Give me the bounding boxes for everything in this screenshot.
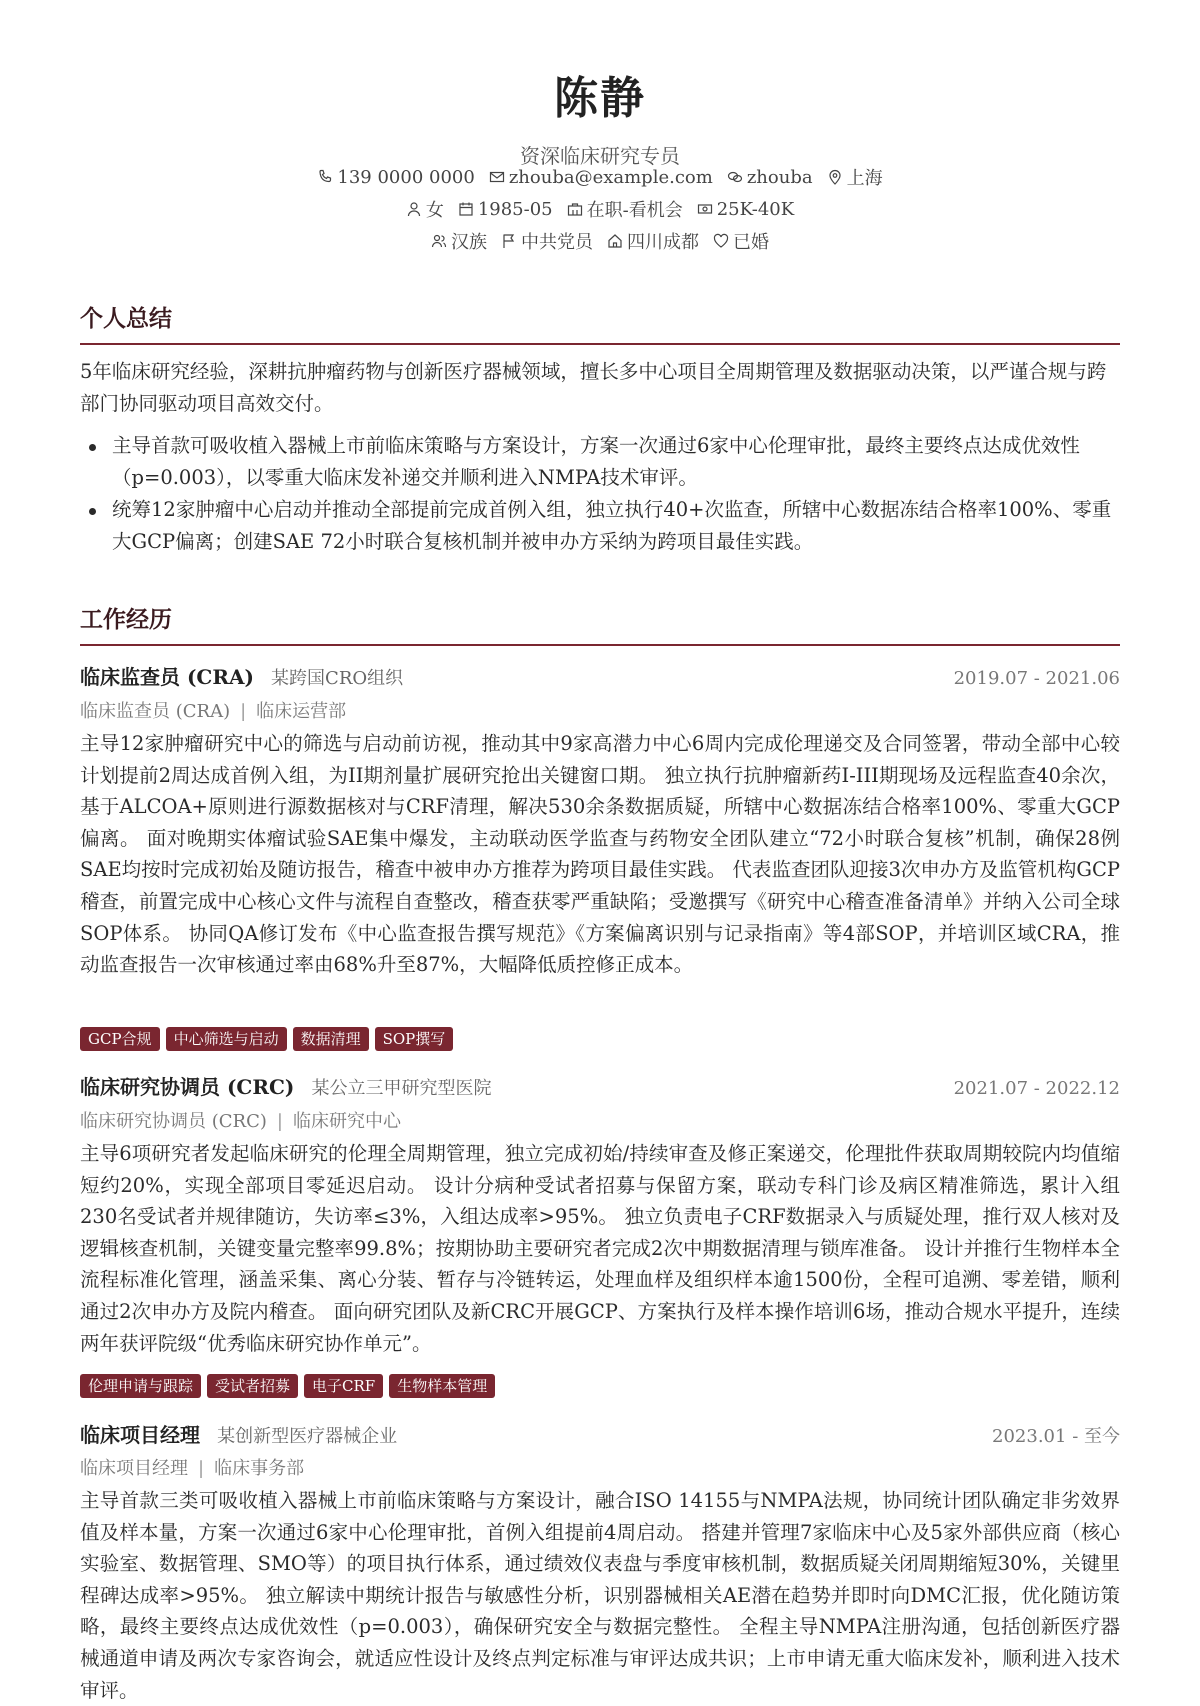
job-header	[80, 661, 1120, 690]
candidate-role: 资深临床研究专员	[520, 144, 680, 168]
summary-bullets	[80, 430, 1120, 558]
job-date: 2023.01 - 至今	[992, 1426, 1120, 1447]
phone-icon	[317, 169, 333, 185]
wechat-info	[727, 167, 813, 188]
summary-bullet: 统筹12家肿瘤中心启动并推动全部提前完成首例入组，独立执行40+次监查，所辖中心数据冻结合格率100%、零重大GCP偏离；创建SAE 72小时联合复核机制并被申办方采纳为跨项目最佳实践。	[80, 494, 1120, 558]
skill-tag: GCP合规	[80, 1027, 160, 1051]
calendar-icon	[458, 201, 474, 217]
background-row	[0, 228, 1200, 254]
job-header	[80, 1419, 1120, 1448]
hometown-info	[607, 228, 699, 254]
job-department: 临床研究中心	[292, 1111, 401, 1132]
birth-info	[458, 199, 553, 220]
job-company: 某公立三甲研究型医院	[311, 1078, 492, 1099]
job-subline	[80, 1454, 304, 1480]
job-department: 临床运营部	[256, 701, 347, 722]
skill-tag: 伦理申请与跟踪	[80, 1374, 201, 1398]
summary-section-title: 个人总结	[80, 300, 1120, 345]
email-info	[489, 167, 713, 188]
skill-tag: 数据清理	[293, 1027, 369, 1051]
job-company: 某创新型医疗器械企业	[217, 1426, 398, 1447]
summary-intro: 5年临床研究经验，深耕抗肿瘤药物与创新医疗器械领域，擅长多中心项目全周期管理及数据驱动决策，以严谨合规与跨部门协同驱动项目高效交付。	[80, 360, 1107, 415]
status-text: 在职-看机会	[586, 200, 683, 221]
skill-tag: 电子CRF	[304, 1374, 383, 1398]
separator: |	[240, 701, 247, 722]
email-text: zhouba@example.com	[508, 166, 713, 188]
job-title: 临床项目经理	[80, 1423, 200, 1447]
job-date: 2021.07 - 2022.12	[953, 1078, 1120, 1099]
flag-icon	[501, 233, 517, 249]
salary-info	[697, 199, 794, 220]
job-description: 主导12家肿瘤研究中心的筛选与启动前访视，推动其中9家高潜力中心6周内完成伦理递交及合同签署，带动全部中心较计划提前2周达成首例入组，为II期剂量扩展研究抢出关键窗口期。 独立执行抗肿瘤新药I-III期现场及远程监查40余次，基于ALCOA+原则进行源数据核对与CRF清理，解决530余条数据质疑，所辖中心数据冻结合格率100%、零重大GCP偏离。 面对晚期实体瘤试验SAE集中爆发，主动联动医学监查与药物安全团队建立“72小时联合复核”机制，确保28例SAE均按时完成初始及随访报告，稽查中被申办方推荐为跨项目最佳实践。 代表监查团队迎接3次申办方及监管机构GCP稽查，前置完成中心核心文件与流程自查整改，稽查获零严重缺陷；受邀撰写《研究中心稽查准备清单》并纳入公司全球SOP体系。 协同QA修订发布《中心监查报告撰写规范》《方案偏离识别与记录指南》等4部SOP，并培训区域CRA，推动监查报告一次审核通过率由68%升至87%，大幅降低质控修正成本。	[80, 732, 1120, 977]
separator: |	[198, 1458, 205, 1479]
job-date: 2019.07 - 2021.06	[953, 668, 1120, 689]
marital-text: 已婚	[733, 232, 769, 253]
candidate-name: 陈静	[554, 73, 646, 124]
marital-info	[713, 228, 769, 254]
gender-text: 女	[425, 200, 444, 221]
job-subline	[80, 697, 346, 723]
wechat-text: zhouba	[746, 166, 813, 188]
ethnicity-text: 汉族	[451, 232, 487, 253]
mail-icon	[489, 169, 505, 185]
hometown-text: 四川成都	[627, 232, 699, 253]
location-info	[827, 164, 883, 190]
location-text: 上海	[846, 168, 883, 189]
job-tags	[80, 1374, 495, 1398]
location-pin-icon	[827, 169, 843, 185]
job-subline	[80, 1107, 401, 1133]
phone-info	[317, 167, 474, 188]
job-company: 某跨国CRO组织	[271, 668, 404, 689]
job-position: 临床研究协调员 (CRC)	[80, 1111, 267, 1132]
briefcase-icon	[567, 201, 583, 217]
job-position: 临床项目经理	[80, 1458, 188, 1479]
job-header	[80, 1071, 1120, 1100]
party-text: 中共党员	[521, 232, 593, 253]
gender-info	[406, 196, 444, 222]
people-icon	[431, 233, 447, 249]
job-title: 临床研究协调员 (CRC)	[80, 1075, 295, 1099]
job-title: 临床监查员 (CRA)	[80, 665, 254, 689]
home-icon	[607, 233, 623, 249]
profile-row	[0, 196, 1200, 222]
skill-tag: 中心筛选与启动	[166, 1027, 287, 1051]
wechat-icon	[727, 169, 743, 185]
job-description: 主导6项研究者发起临床研究的伦理全周期管理，独立完成初始/持续审查及修正案递交，伦理批件获取周期较院内均值缩短约20%，实现全部项目零延迟启动。 设计分病种受试者招募与保留方案，联动专科门诊及病区精准筛选，累计入组230名受试者并规律随访，失访率≤3%，入组达成率>95%。 独立负责电子CRF数据录入与质疑处理，推行双人核对及逻辑核查机制，关键变量完整率99.8%；按期协助主要研究者完成2次中期数据清理与锁库准备。 设计并推行生物样本全流程标准化管理，涵盖采集、离心分装、暂存与冷链转运，处理血样及组织样本逾1500份，全程可追溯、零差错，顺利通过2次申办方及院内稽查。 面向研究团队及新CRC开展GCP、方案执行及样本操作培训6场，推动合规水平提升，连续两年获评院级“优秀临床研究协作单元”。	[80, 1142, 1120, 1355]
experience-section-title: 工作经历	[80, 601, 1120, 646]
separator: |	[276, 1111, 283, 1132]
job-tags	[80, 1027, 453, 1051]
job-position: 临床监查员 (CRA)	[80, 701, 231, 722]
summary-bullet: 主导首款可吸收植入器械上市前临床策略与方案设计，方案一次通过6家中心伦理审批，最终主要终点达成优效性（p=0.003），以零重大临床发补递交并顺利进入NMPA技术审评。	[80, 430, 1120, 494]
job-department: 临床事务部	[214, 1458, 305, 1479]
job-description: 主导首款三类可吸收植入器械上市前临床策略与方案设计，融合ISO 14155与NMPA法规，协同统计团队确定非劣效界值及样本量，方案一次通过6家中心伦理审批，首例入组提前4周启动。 搭建并管理7家临床中心及5家外部供应商（核心实验室、数据管理、SMO等）的项目执行体系，通过绩效仪表盘与季度审核机制，数据质疑关闭周期缩短30%，关键里程碑达成率>95%。 独立解读中期统计报告与敏感性分析，识别器械相关AE潜在趋势并即时向DMC汇报，优化随访策略，最终主要终点达成优效性（p=0.003），确保研究安全与数据完整性。 全程主导NMPA注册沟通，包括创新医疗器械通道申请及两次专家咨询会，就适应性设计及终点判定标准与审评达成共识；上市申请无重大临床发补，顺利进入技术审评。	[80, 1489, 1120, 1702]
contact-row	[0, 164, 1200, 190]
person-icon	[406, 201, 422, 217]
money-icon	[697, 201, 713, 217]
phone-text: 139 0000 0000	[337, 166, 475, 188]
skill-tag: 受试者招募	[207, 1374, 298, 1398]
skill-tag: 生物样本管理	[389, 1374, 495, 1398]
party-info	[501, 228, 593, 254]
ethnicity-info	[431, 228, 487, 254]
birth-text: 1985-05	[477, 198, 553, 220]
salary-text: 25K-40K	[716, 198, 795, 220]
heart-icon	[713, 233, 729, 249]
status-info	[567, 196, 683, 222]
skill-tag: SOP撰写	[375, 1027, 454, 1051]
